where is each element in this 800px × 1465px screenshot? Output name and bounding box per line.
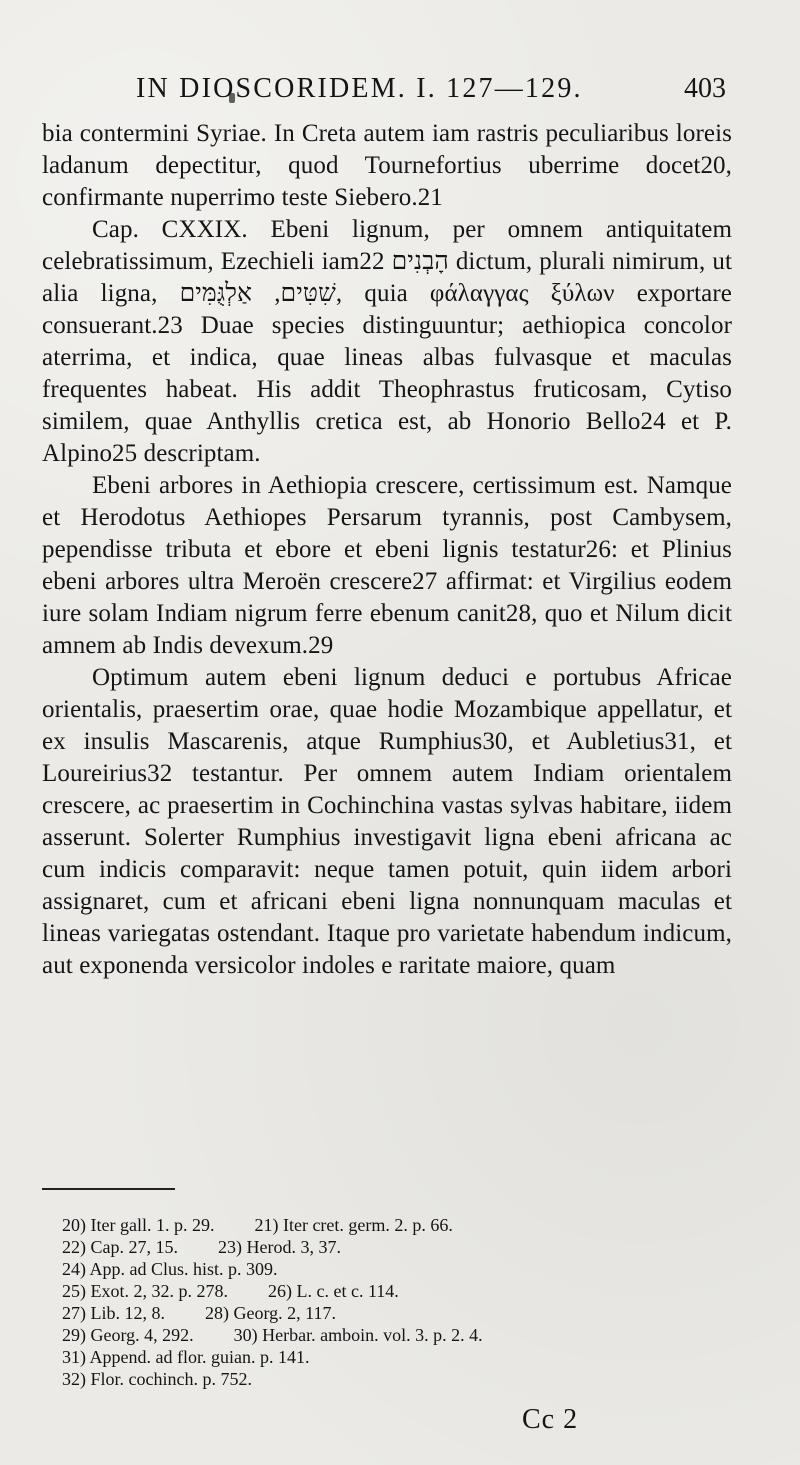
footnote-32: 32) Flor. cochinch. p. 752.: [62, 1369, 252, 1389]
footnote-row: [62, 1258, 682, 1280]
footnote-row: [62, 1236, 682, 1258]
footnote-21: 21) Iter cret. germ. 2. p. 66.: [254, 1215, 453, 1235]
footnote-row: [62, 1302, 682, 1324]
running-title: IN DIOSCORIDEM. I. 127—129.: [136, 73, 583, 104]
footnote-30: 30) Herbar. amboin. vol. 3. p. 2. 4.: [233, 1325, 483, 1345]
footnote-row: [62, 1214, 682, 1236]
main-text: [42, 118, 732, 982]
signature-mark: Cc 2: [522, 1404, 579, 1435]
footnotes: [62, 1214, 682, 1390]
footnote-row: [62, 1368, 682, 1390]
page-number: 403: [684, 73, 726, 104]
footnote-24: 24) App. ad Clus. hist. p. 309.: [62, 1259, 278, 1279]
paragraph-1: bia contermini Syriae. In Creta autem iam rastris peculiaribus loreis ladanum depectitur, quod Tournefortius uberrime docet20, confirmante nuperrimo teste Siebero.21: [42, 120, 732, 211]
footnote-rule: [42, 1188, 175, 1190]
paragraph-3: Ebeni arbores in Aethiopia crescere, certissimum est. Namque et Herodotus Aethiopes Persarum tyrannis, post Cambysem, pependisse tributa et ebore et ebeni lignis testatur26: et Plinius ebeni arbores ultra Meroën crescere27 affirmat: et Virgilius eodem iure solam Indiam nigrum ferre ebenum canit28, quo et Nilum dicit amnem ab Indis devexum.29: [42, 472, 732, 659]
footnote-row: [62, 1324, 682, 1346]
footnote-29: 29) Georg. 4, 292.: [62, 1325, 194, 1345]
footnote-26: 26) L. c. et c. 114.: [268, 1281, 399, 1301]
footnote-31: 31) Append. ad flor. guian. p. 141.: [62, 1347, 310, 1367]
footnote-27: 27) Lib. 12, 8.: [62, 1303, 165, 1323]
footnote-23: 23) Herod. 3, 37.: [218, 1237, 341, 1257]
footnote-row: [62, 1280, 682, 1302]
footnote-row: [62, 1346, 682, 1368]
paragraph-2: Cap. CXXIX. Ebeni lignum, per omnem antiquitatem celebratissimum, Ezechieli iam22 הָבְנִים dictum, plurali nimirum, ut alia ligna, שִׁטִּים, אַלְגֻּמִּים, quia φάλαγγας ξύλων exportare consuerant.23 Duae species distinguuntur; aethiopica concolor aterrima, et indica, quae lineas albas fulvasque et maculas frequentes habeat. His addit Theophrastus fruticosam, Cytiso similem, quae Anthyllis cretica est, ab Honorio Bello24 et P. Alpino25 descriptam.: [42, 216, 733, 467]
footnote-22: 22) Cap. 27, 15.: [62, 1237, 178, 1257]
running-header: [136, 73, 726, 109]
paragraph-4: Optimum autem ebeni lignum deduci e portubus Africae orientalis, praesertim orae, quae hodie Mozambique appellatur, et ex insulis Mascarenis, atque Rumphius30, et Aubletius31, et Loureirius32 testantur. Per omnem autem Indiam orientalem crescere, ac praesertim in Cochinchina vastas sylvas habitare, iidem asserunt. Solerter Rumphius investigavit ligna ebeni africana ac cum indicis comparavit: neque tamen potuit, quin iidem arbori assignaret, cum et africani ebeni ligna nonnunquam maculas et lineas variegatas ostendant. Itaque pro varietate habendum indicum, aut exponenda versicolor indoles e raritate maiore, quam: [42, 664, 732, 979]
footnote-25: 25) Exot. 2, 32. p. 278.: [62, 1281, 228, 1301]
footnote-28: 28) Georg. 2, 117.: [205, 1303, 336, 1323]
footnote-20: 20) Iter gall. 1. p. 29.: [62, 1215, 215, 1235]
